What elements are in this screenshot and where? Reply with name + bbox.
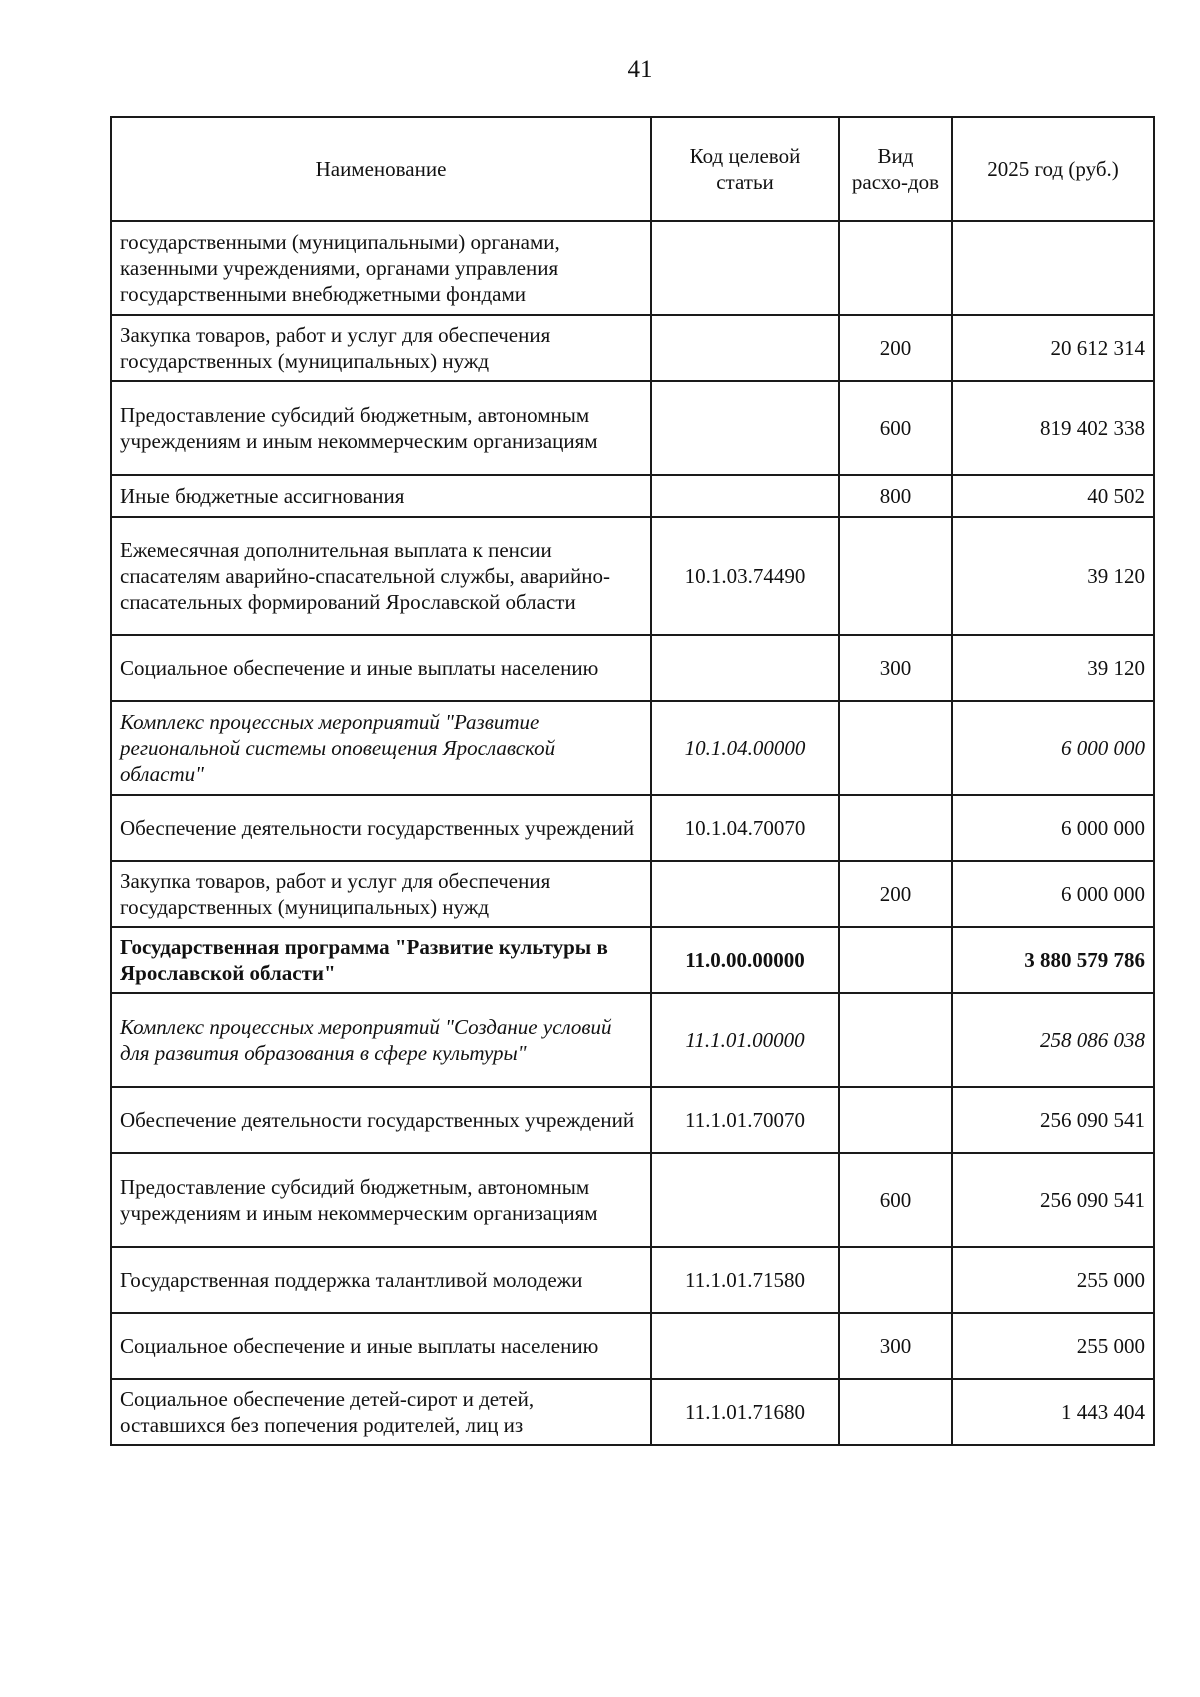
header-name: Наименование (111, 117, 651, 221)
table-row (111, 635, 1154, 701)
row-vid-cell (839, 701, 952, 795)
table-row (111, 927, 1154, 993)
row-code-cell (651, 381, 839, 475)
row-name-cell: Ежемесячная дополнительная выплата к пенсии спасателям аварийно-спасательной службы, аварийно-спасательных формирований Ярославской области (111, 517, 651, 635)
row-name-cell: Социальное обеспечение и иные выплаты населению (111, 635, 651, 701)
row-code-cell: 10.1.04.00000 (651, 701, 839, 795)
row-sum-cell: 6 000 000 (952, 861, 1154, 927)
row-name-cell: Государственная программа "Развитие культуры в Ярославской области" (111, 927, 651, 993)
table-row (111, 1247, 1154, 1313)
table-body (111, 221, 1154, 1445)
row-code-cell: 10.1.04.70070 (651, 795, 839, 861)
header-vid: Вид расхо-дов (839, 117, 952, 221)
table-header-row (111, 117, 1154, 221)
row-sum-cell: 39 120 (952, 517, 1154, 635)
row-vid-cell (839, 221, 952, 315)
row-vid-cell: 600 (839, 1153, 952, 1247)
row-vid-cell: 300 (839, 635, 952, 701)
row-code-cell (651, 221, 839, 315)
row-vid-cell (839, 927, 952, 993)
page-number: 41 (627, 56, 653, 83)
row-sum-cell: 40 502 (952, 475, 1154, 517)
row-code-cell: 10.1.03.74490 (651, 517, 839, 635)
table-row (111, 517, 1154, 635)
row-sum-cell: 255 000 (952, 1313, 1154, 1379)
table-row (111, 221, 1154, 315)
row-code-cell (651, 1313, 839, 1379)
row-name-cell: Обеспечение деятельности государственных учреждений (111, 795, 651, 861)
row-code-cell (651, 475, 839, 517)
row-vid-cell (839, 517, 952, 635)
row-sum-cell: 39 120 (952, 635, 1154, 701)
budget-table (110, 116, 1155, 1446)
row-name-cell: Закупка товаров, работ и услуг для обеспечения государственных (муниципальных) нужд (111, 315, 651, 381)
row-code-cell (651, 315, 839, 381)
row-code-cell (651, 861, 839, 927)
row-sum-cell: 819 402 338 (952, 381, 1154, 475)
row-vid-cell (839, 1247, 952, 1313)
table-row (111, 1087, 1154, 1153)
table-row (111, 993, 1154, 1087)
row-sum-cell: 6 000 000 (952, 701, 1154, 795)
row-sum-cell: 1 443 404 (952, 1379, 1154, 1445)
row-sum-cell: 255 000 (952, 1247, 1154, 1313)
row-code-cell: 11.1.01.70070 (651, 1087, 839, 1153)
row-vid-cell (839, 1379, 952, 1445)
table-row (111, 861, 1154, 927)
row-sum-cell: 20 612 314 (952, 315, 1154, 381)
table-row (111, 1313, 1154, 1379)
row-name-cell: Комплекс процессных мероприятий "Развитие региональной системы оповещения Ярославской области" (111, 701, 651, 795)
row-vid-cell (839, 1087, 952, 1153)
row-vid-cell: 600 (839, 381, 952, 475)
row-sum-cell: 3 880 579 786 (952, 927, 1154, 993)
header-code: Код целевой статьи (651, 117, 839, 221)
row-sum-cell (952, 221, 1154, 315)
table-row (111, 381, 1154, 475)
row-sum-cell: 258 086 038 (952, 993, 1154, 1087)
row-vid-cell (839, 993, 952, 1087)
row-name-cell: Комплекс процессных мероприятий "Создание условий для развития образования в сфере культуры" (111, 993, 651, 1087)
row-name-cell: Закупка товаров, работ и услуг для обеспечения государственных (муниципальных) нужд (111, 861, 651, 927)
row-name-cell: Предоставление субсидий бюджетным, автономным учреждениям и иным некоммерческим организациям (111, 1153, 651, 1247)
row-sum-cell: 6 000 000 (952, 795, 1154, 861)
row-name-cell: государственными (муниципальными) органами, казенными учреждениями, органами управления государственными внебюджетными фондами (111, 221, 651, 315)
row-sum-cell: 256 090 541 (952, 1087, 1154, 1153)
row-code-cell: 11.1.01.71580 (651, 1247, 839, 1313)
row-vid-cell: 200 (839, 861, 952, 927)
row-code-cell: 11.1.01.71680 (651, 1379, 839, 1445)
table-row (111, 315, 1154, 381)
row-vid-cell: 200 (839, 315, 952, 381)
row-vid-cell (839, 795, 952, 861)
row-sum-cell: 256 090 541 (952, 1153, 1154, 1247)
row-code-cell (651, 1153, 839, 1247)
row-name-cell: Обеспечение деятельности государственных учреждений (111, 1087, 651, 1153)
row-name-cell: Государственная поддержка талантливой молодежи (111, 1247, 651, 1313)
row-name-cell: Социальное обеспечение детей-сирот и детей, оставшихся без попечения родителей, лиц из (111, 1379, 651, 1445)
table-row (111, 701, 1154, 795)
row-code-cell: 11.1.01.00000 (651, 993, 839, 1087)
row-name-cell: Иные бюджетные ассигнования (111, 475, 651, 517)
row-code-cell: 11.0.00.00000 (651, 927, 839, 993)
header-sum: 2025 год (руб.) (952, 117, 1154, 221)
row-code-cell (651, 635, 839, 701)
row-name-cell: Социальное обеспечение и иные выплаты населению (111, 1313, 651, 1379)
table-row (111, 795, 1154, 861)
table-row (111, 1379, 1154, 1445)
row-name-cell: Предоставление субсидий бюджетным, автономным учреждениям и иным некоммерческим организациям (111, 381, 651, 475)
table-row (111, 1153, 1154, 1247)
row-vid-cell: 300 (839, 1313, 952, 1379)
table-row (111, 475, 1154, 517)
row-vid-cell: 800 (839, 475, 952, 517)
